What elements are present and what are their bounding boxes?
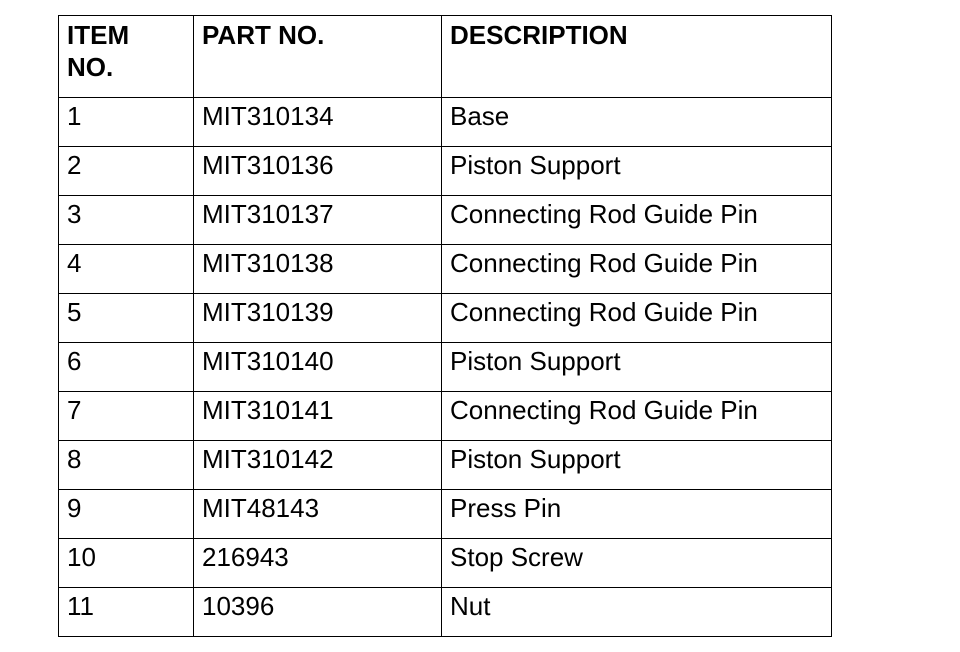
description-cell: Base [442, 98, 832, 147]
item-no-cell: 1 [59, 98, 194, 147]
item-no-cell: 3 [59, 196, 194, 245]
header-description: DESCRIPTION [442, 16, 832, 98]
item-no-cell: 6 [59, 343, 194, 392]
table-row [59, 294, 832, 343]
description-cell: Connecting Rod Guide Pin [442, 196, 832, 245]
item-no-cell: 11 [59, 588, 194, 637]
description-cell: Stop Screw [442, 539, 832, 588]
part-no-cell: MIT310134 [194, 98, 442, 147]
description-cell: Connecting Rod Guide Pin [442, 294, 832, 343]
part-no-cell: MIT310139 [194, 294, 442, 343]
table-row [59, 245, 832, 294]
description-cell: Press Pin [442, 490, 832, 539]
item-no-cell: 8 [59, 441, 194, 490]
description-cell: Nut [442, 588, 832, 637]
parts-table [58, 15, 832, 637]
part-no-cell: 216943 [194, 539, 442, 588]
description-cell: Connecting Rod Guide Pin [442, 392, 832, 441]
part-no-cell: 10396 [194, 588, 442, 637]
part-no-cell: MIT310136 [194, 147, 442, 196]
table-row [59, 343, 832, 392]
part-no-cell: MIT310140 [194, 343, 442, 392]
item-no-cell: 7 [59, 392, 194, 441]
header-part-no: PART NO. [194, 16, 442, 98]
table-body [59, 98, 832, 637]
part-no-cell: MIT48143 [194, 490, 442, 539]
header-item-no-line1: ITEM [67, 20, 130, 50]
description-cell: Connecting Rod Guide Pin [442, 245, 832, 294]
item-no-cell: 5 [59, 294, 194, 343]
table-row [59, 196, 832, 245]
item-no-cell: 10 [59, 539, 194, 588]
description-cell: Piston Support [442, 343, 832, 392]
item-no-cell: 2 [59, 147, 194, 196]
item-no-cell: 9 [59, 490, 194, 539]
table-row [59, 539, 832, 588]
table-row [59, 392, 832, 441]
table-row [59, 98, 832, 147]
part-no-cell: MIT310137 [194, 196, 442, 245]
header-item-no-line2: NO. [67, 52, 114, 82]
item-no-cell: 4 [59, 245, 194, 294]
part-no-cell: MIT310141 [194, 392, 442, 441]
part-no-cell: MIT310142 [194, 441, 442, 490]
part-no-cell: MIT310138 [194, 245, 442, 294]
table-header-row [59, 16, 832, 98]
table-row [59, 147, 832, 196]
description-cell: Piston Support [442, 441, 832, 490]
table-row [59, 441, 832, 490]
table-row [59, 588, 832, 637]
header-item-no [59, 16, 194, 98]
table-row [59, 490, 832, 539]
description-cell: Piston Support [442, 147, 832, 196]
